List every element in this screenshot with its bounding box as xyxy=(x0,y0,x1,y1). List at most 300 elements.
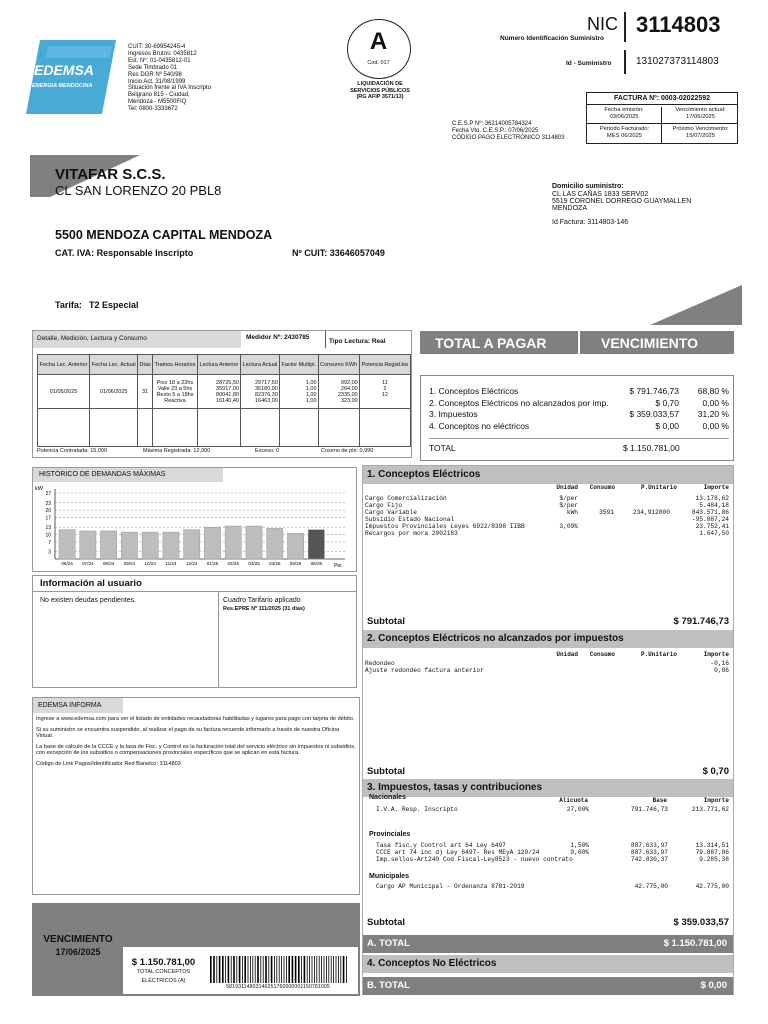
column-header: Potencia Regist.kw xyxy=(359,355,410,375)
barcode-bar xyxy=(276,956,277,983)
emision-label: Fecha emisión: xyxy=(604,107,644,113)
barcode-bar xyxy=(333,956,334,983)
line-item: Cargo Comercialización xyxy=(365,495,447,502)
total-label: TOTAL xyxy=(429,443,456,453)
column-header: Unidad xyxy=(556,484,578,491)
info-text: No existen deudas pendientes. xyxy=(40,597,137,604)
column-header: Consumo xyxy=(589,651,615,658)
subtotal-value: $ 0,70 xyxy=(702,766,729,777)
subtotal-label: Subtotal xyxy=(367,917,405,928)
column-header: Consumo KWh xyxy=(318,355,359,375)
y-axis-label: kW xyxy=(35,486,43,492)
invoice-caption xyxy=(340,81,420,101)
column-header: Base xyxy=(652,797,667,804)
barcode-bar xyxy=(338,956,339,983)
barcode-bar xyxy=(271,956,273,983)
barcode-bar xyxy=(316,956,317,983)
group-label: Provinciales xyxy=(369,831,411,838)
line-item: 742.830,37 xyxy=(630,856,668,863)
customer-name: VITAFAR S.C.S. xyxy=(55,166,166,183)
vencimiento-caption1: TOTAL CONCEPTOS xyxy=(136,969,191,975)
barcode-bar xyxy=(284,956,285,983)
column-header: Días xyxy=(138,355,153,375)
cell-line: 992,00 xyxy=(340,379,358,386)
id-factura: Id Factura: 3114803-146 xyxy=(552,219,629,226)
total-item-amount: $ 0,70 xyxy=(655,397,679,408)
barcode-bar xyxy=(307,956,308,983)
logo-tagline: ENERGIA MENDOCINA xyxy=(32,83,93,89)
sec3-subtotal xyxy=(367,917,729,928)
chart-title: HISTÓRICO DE DEMANDAS MÁXIMAS xyxy=(33,468,223,482)
barcode-bar xyxy=(274,956,275,983)
a-total-value: $ 1.150.781,00 xyxy=(663,938,727,949)
line-item: 234,912800 xyxy=(632,509,670,516)
cell-line: 12 xyxy=(381,391,388,398)
edemsa-logo xyxy=(26,40,116,114)
line-item: 0,86 xyxy=(714,667,729,674)
x-tick-label: 01/25 xyxy=(206,561,219,566)
cell-line: Pico 18 a 23hs xyxy=(156,379,194,386)
total-value: $ 1.150.781,00 xyxy=(623,443,680,453)
vencimiento-date: 17/06/2025 xyxy=(55,947,101,957)
total-pagar-header: TOTAL A PAGAR xyxy=(420,331,578,354)
subtotal-label: Subtotal xyxy=(367,766,405,777)
total-item xyxy=(429,398,729,410)
barcode-bar xyxy=(309,956,310,983)
line-item: kWh xyxy=(566,509,578,516)
medidor: Medidor Nº: 2430785 xyxy=(246,334,310,341)
cell-line: 2 xyxy=(383,385,387,392)
cesp-line: CÓDIGO PAGO ELECTRÓNICO 3114803 xyxy=(452,135,565,141)
y-tick-label: 7 xyxy=(48,539,51,546)
barcode-number: 58193114803146251760000001150781005 xyxy=(226,984,330,990)
line-item: 3591 xyxy=(599,509,614,516)
total-row xyxy=(429,443,729,453)
prox-venc-label: Próximo Vencimiento: xyxy=(672,126,729,132)
line-item: 843.571,86 xyxy=(691,509,729,516)
cell-line: 1,00 xyxy=(305,385,317,392)
x-tick-label: 12/24 xyxy=(185,561,198,566)
cell-line xyxy=(361,398,409,404)
cell-line: 35917,00 xyxy=(216,385,239,392)
barcode-bar xyxy=(216,956,217,983)
barcode-bar xyxy=(288,956,290,983)
demand-chart xyxy=(33,483,356,571)
column-header: Alicuota xyxy=(559,797,588,804)
subtotal-value: $ 791.746,73 xyxy=(673,616,729,627)
line-item: 1,50% xyxy=(570,842,589,849)
line-item: 42.775,00 xyxy=(634,883,668,890)
table-cell xyxy=(152,375,197,409)
x-axis-label: Per. xyxy=(334,563,343,569)
line-item: Subsidio Estado Nacional xyxy=(365,516,455,523)
cesp-line: C.E.S.P Nº: 36214005784324 xyxy=(452,121,532,127)
company-info-line: Sede Timbrado 01 xyxy=(128,64,178,71)
total-item-label: 2. Conceptos Eléctricos no alcanzados por imp. xyxy=(429,397,609,408)
sec1-subtotal xyxy=(367,616,729,627)
line-item: 13.314,51 xyxy=(695,842,729,849)
sec3-title: 3. Impuestos, tasas y contribuciones xyxy=(363,779,733,797)
total-pagar-items xyxy=(429,386,729,432)
edemsa-informa-title: EDEMSA INFORMA xyxy=(33,698,123,713)
b-total-row xyxy=(363,977,733,995)
cesp-line: Fecha Vto. C.E.S.P.: 07/06/2025 xyxy=(452,128,539,134)
info-usuario-title: Información al usuario xyxy=(40,578,142,589)
y-tick-label: 3 xyxy=(48,549,51,556)
barcode-bar xyxy=(331,956,332,983)
bar xyxy=(184,530,200,559)
barcode-bar xyxy=(265,956,267,983)
b-total-value: $ 0,00 xyxy=(700,980,727,991)
barcode-bar xyxy=(260,956,261,983)
tipo-lectura: Tipo Lectura: Real xyxy=(329,338,386,345)
company-info-line: Inicio Act. 31/08/1999 xyxy=(128,78,186,85)
empty-cell xyxy=(90,409,138,447)
table-cell xyxy=(359,375,410,409)
empty-cell xyxy=(138,409,153,447)
x-tick-label: 11/24 xyxy=(165,561,177,566)
logo-name: EDEMSA xyxy=(34,62,94,78)
company-info-line: Res DGR Nº 540/98 xyxy=(128,71,182,78)
a-total-label: A. TOTAL xyxy=(367,938,410,949)
cell-line: 80041,80 xyxy=(216,391,239,398)
barcode-bar xyxy=(328,956,329,983)
line-item: Tasa fisc.y Control art 64 Ley 6497 xyxy=(376,842,506,849)
periodo-value: MES 06/2025 xyxy=(606,132,643,139)
barcode-bar xyxy=(340,956,341,983)
line-item: 13.178,62 xyxy=(695,495,729,502)
barcode-bar xyxy=(279,956,280,983)
edemsa-informa-text xyxy=(36,716,356,768)
cell-line: 36180,90 xyxy=(254,385,278,392)
cell-line: 28725,50 xyxy=(216,379,239,386)
bar xyxy=(101,531,117,559)
cell-line: 1,00 xyxy=(305,397,317,404)
empty-cell xyxy=(240,409,279,447)
barcode-bar xyxy=(257,956,259,983)
barcode-bar xyxy=(242,956,243,983)
barcode-bar xyxy=(326,956,327,983)
cesp-info xyxy=(452,121,564,142)
vencimiento-header: VENCIMIENTO xyxy=(580,331,734,354)
bar xyxy=(121,532,137,559)
line-item: Redondeo xyxy=(365,660,395,667)
bar xyxy=(246,526,262,559)
company-info-line: Est. Nº: 01-0435812-01 xyxy=(128,57,191,64)
column-header: Fecha Lec. Actual xyxy=(90,355,138,375)
nic-label: NIC xyxy=(587,14,618,34)
cell-line: Reactiva xyxy=(164,397,186,404)
table-cell xyxy=(318,375,359,409)
total-item-amount: $ 791.746,73 xyxy=(629,386,679,396)
customer-cat-iva: CAT. IVA: Responsable Inscripto xyxy=(55,248,194,258)
vencimiento-caption2: ELÉCTRICOS (A) xyxy=(141,978,186,984)
detalle-footer-item: Exceso: 0 xyxy=(255,448,280,454)
line-item: -95.887,24 xyxy=(691,516,729,523)
total-divider xyxy=(429,438,729,439)
invoice-code: Cod. 017 xyxy=(367,60,390,66)
barcode-bar xyxy=(298,956,300,983)
barcode-bar xyxy=(250,956,251,983)
sec2-subtotal xyxy=(367,766,729,777)
id-suministro-value: 131027373114803 xyxy=(636,56,719,67)
x-tick-label: 02/25 xyxy=(227,561,240,566)
customer-cuit: Nº CUIT: 33646057049 xyxy=(292,248,385,258)
factura-number: FACTURA Nº: 0003-02022592 xyxy=(587,95,737,105)
barcode-bar xyxy=(228,956,230,983)
b-total-label: B. TOTAL xyxy=(367,980,410,991)
barcode-bar xyxy=(336,956,337,983)
total-item-amount: $ 0,00 xyxy=(655,420,679,431)
tarifa-label: Tarifa: xyxy=(55,300,82,310)
nic-divider xyxy=(624,12,626,42)
nic-value: 3114803 xyxy=(636,12,721,37)
empty-cell xyxy=(38,409,90,447)
detalle-table xyxy=(37,354,411,447)
cell-line: 264,00 xyxy=(340,385,358,392)
subtotal-label: Subtotal xyxy=(367,616,405,627)
barcode-bar xyxy=(255,956,256,983)
total-item-amount: $ 359.033,57 xyxy=(629,409,679,419)
line-item: 213.771,62 xyxy=(691,806,729,813)
column-header: Lectura Actual xyxy=(240,355,279,375)
domicilio-label: Domicilio suministro: xyxy=(552,183,624,190)
bar xyxy=(142,532,158,559)
bar xyxy=(163,532,179,559)
company-info-line: Belgrano 815 - Ciudad, xyxy=(128,92,190,99)
line-item: Imp.sellos-Art240 Cod Fiscal-Ley8523 - nuevo contrato xyxy=(376,856,573,863)
subtotal-value: $ 359.033,57 xyxy=(673,917,729,928)
barcode-bar xyxy=(263,956,264,983)
barcode-bar xyxy=(213,956,215,983)
barcode-bar xyxy=(324,956,325,983)
column-header: Importe xyxy=(703,651,729,658)
cell-line: 1,00 xyxy=(305,379,317,386)
total-item-label: 4. Conceptos no eléctricos xyxy=(429,420,530,431)
y-tick-label: 27 xyxy=(45,491,51,497)
total-item xyxy=(429,409,729,421)
detalle-footer-item: Coseno de phi: 0,990 xyxy=(321,448,374,454)
caption-line: (RG AFIP 3571/13) xyxy=(356,94,404,100)
cell-line: 323,00 xyxy=(340,397,358,404)
column-header: Fecha Lec. Anterior xyxy=(38,355,90,375)
total-item xyxy=(429,421,729,433)
barcode-bar xyxy=(295,956,297,983)
barcode-bar xyxy=(286,956,287,983)
tarifa-value: T2 Especial xyxy=(89,300,139,310)
y-tick-label: 13 xyxy=(45,525,51,532)
line-item: 887.633,97 xyxy=(630,842,668,849)
bar xyxy=(225,526,241,559)
factura-periodo xyxy=(587,126,662,139)
caption-line: LIQUIDACIÓN DE xyxy=(357,81,403,87)
barcode-bar xyxy=(236,956,237,983)
y-tick-label: 17 xyxy=(45,515,51,522)
barcode-bar xyxy=(239,956,241,983)
barcode-bar xyxy=(343,956,345,983)
barcode-bar xyxy=(319,956,320,983)
column-header: P.Unitario xyxy=(640,651,677,658)
line-item: Recargos por mora 2002183 xyxy=(365,530,458,537)
detalle-empty-row xyxy=(38,409,411,447)
line-item: Ajuste redondeo factura anterior xyxy=(365,667,484,674)
barcode-bar xyxy=(346,956,347,983)
barcode-bar xyxy=(244,956,246,983)
barcode-bar xyxy=(225,956,226,983)
venc-actual-label: Vencimiento actual: xyxy=(675,107,726,113)
table-cell: 31 xyxy=(138,375,153,409)
x-tick-label: 07/24 xyxy=(82,561,94,566)
x-tick-label: 08/24 xyxy=(102,561,115,566)
company-info-line: Ingresos Brutos: 0435812 xyxy=(128,50,197,57)
line-item: 79.887,06 xyxy=(695,849,729,856)
barcode-bar xyxy=(281,956,282,983)
line-item: 791.746,73 xyxy=(630,806,668,813)
domicilio-suministro xyxy=(552,183,728,226)
line-item: I.V.A. Resp. Inscripto xyxy=(376,806,458,813)
factura-prox-venc xyxy=(663,126,738,139)
empty-cell xyxy=(318,409,359,447)
invoice-letter: A xyxy=(369,28,388,55)
cell-line: 16140,40 xyxy=(216,397,239,404)
caption-line: SERVICIOS PÚBLICOS xyxy=(350,87,410,94)
table-cell xyxy=(279,375,318,409)
barcode-bar xyxy=(314,956,315,983)
line-item: 887.633,97 xyxy=(630,849,668,856)
line-item: 9,00% xyxy=(570,849,589,856)
periodo-label: Periodo Facturado: xyxy=(599,126,650,132)
line-item: 27,00% xyxy=(566,806,589,813)
domicilio-line: 5519 CORONEL DORREGO GUAYMALLEN xyxy=(552,198,692,205)
detalle-data-row xyxy=(38,375,411,409)
cuadro-tarifario-text: Res.EPRE Nº 111/2025 (31 días) xyxy=(223,606,305,612)
total-item-label: 3. Impuestos xyxy=(429,409,478,419)
barcode-bar xyxy=(222,956,224,983)
factura-row-divider xyxy=(587,123,737,124)
company-info-line: Mendoza - M5500FIQ xyxy=(128,99,187,106)
total-item-pct: 0,00 % xyxy=(702,420,729,431)
line-item: Cargo AP Municipal - Ordenanza 8781-2019 xyxy=(376,883,525,890)
line-item: $/per xyxy=(559,502,578,509)
tipo-lectura-divider xyxy=(325,331,326,348)
table-cell xyxy=(197,375,240,409)
column-header: Factor Multipl. xyxy=(279,355,318,375)
cell-line: 11 xyxy=(382,379,388,386)
column-header: Importe xyxy=(703,484,729,491)
detalle-footer-item: Potencia Contratada: 15,000 xyxy=(37,448,108,454)
x-tick-label: 06/24 xyxy=(61,561,73,566)
y-tick-label: 23 xyxy=(45,500,51,507)
barcode xyxy=(208,956,348,983)
company-info-line: Situación frente al IVA Inscripto xyxy=(128,85,211,92)
line-item: -0,16 xyxy=(710,660,729,667)
x-tick-label: 04/25 xyxy=(269,561,281,566)
x-tick-label: 10/24 xyxy=(144,561,156,566)
cell-line: Valle 23 a 5hs xyxy=(157,385,193,392)
informa-paragraph: La base de cálculo de la CCCE y la tasa de Fisc. y Control es la facturación total del servicio eléctrico sin impuestos ni subsidios, con excepción de los subsidios o compensaciones provinciales específicos que se aplican en esta factura. xyxy=(36,743,356,757)
company-info xyxy=(128,44,211,113)
x-tick-label: 09/24 xyxy=(123,561,136,566)
barcode-bar xyxy=(292,956,294,983)
y-tick-label: 20 xyxy=(45,508,51,515)
empty-cell xyxy=(152,409,197,447)
detalle-title: Detalle, Medición, Lectura y Consumo xyxy=(33,331,241,348)
right-panel xyxy=(362,465,734,995)
table-cell: 01/06/2025 xyxy=(90,375,138,409)
id-divider xyxy=(624,50,626,74)
factura-vencimiento xyxy=(663,107,738,120)
total-item-pct: 31,20 % xyxy=(697,409,729,419)
barcode-bar xyxy=(301,956,302,983)
prox-venc-value: 15/07/2025 xyxy=(685,132,715,139)
barcode-bar xyxy=(268,956,269,983)
company-info-line: CUIT: 30-69954245-4 xyxy=(128,44,186,50)
table-cell: 01/05/2025 xyxy=(38,375,90,409)
x-tick-label: 03/25 xyxy=(248,561,260,566)
barcode-bar xyxy=(248,956,249,983)
x-tick-label: 05/25 xyxy=(289,561,302,566)
line-item: CCCE art 74 inc d) Ley 6497- Res MEyA 120/24 xyxy=(376,849,540,856)
x-tick-label: 06/25 xyxy=(310,561,323,566)
barcode-bar xyxy=(252,956,253,983)
sec1-title: 1. Conceptos Eléctricos xyxy=(363,466,733,484)
detalle-footer-item: Máxima Registrada: 12,000 xyxy=(143,448,211,454)
cuadro-tarifario-title: Cuadro Tarifario aplicado xyxy=(223,597,301,604)
column-header: Consumo xyxy=(589,484,615,491)
line-item: 9.285,38 xyxy=(699,856,729,863)
cell-line: 29717,50 xyxy=(254,379,278,386)
empty-cell xyxy=(279,409,318,447)
line-item: 3,09% xyxy=(559,523,578,530)
invoice-letter-circle xyxy=(347,19,411,79)
bar xyxy=(308,530,324,559)
barcode-bar xyxy=(210,956,212,983)
line-item: Cargo Fijo xyxy=(365,502,403,509)
line-item: 1.647,50 xyxy=(699,530,729,537)
bar xyxy=(267,528,283,559)
column-header: Lectura Anterior xyxy=(197,355,240,375)
customer-city: 5500 MENDOZA CAPITAL MENDOZA xyxy=(55,228,273,242)
column-header: Tramos Horarios xyxy=(152,355,197,375)
customer-address: CL SAN LORENZO 20 PBL8 xyxy=(55,183,222,198)
cell-line: 16463,00 xyxy=(254,397,278,404)
barcode-bar xyxy=(219,956,221,983)
barcode-bar xyxy=(321,956,322,983)
cell-line: Resto 5 a 18hs xyxy=(156,391,194,398)
cell-line: 1,00 xyxy=(305,391,317,398)
total-item-pct: 68,80 % xyxy=(697,386,729,396)
line-item: 42.775,00 xyxy=(695,883,729,890)
emision-value: 03/06/2025 xyxy=(609,113,639,120)
cell-line: 82376,30 xyxy=(254,391,278,398)
bar xyxy=(204,527,220,559)
line-item: 23.752,41 xyxy=(695,523,729,530)
barcode-bar xyxy=(233,956,235,983)
y-tick-label: 10 xyxy=(45,532,51,539)
barcode-bar xyxy=(231,956,232,983)
group-label: Nacionales xyxy=(369,794,406,801)
line-item: Impuestos Provinciales Leyes 6922/8398 IIBB xyxy=(365,523,525,530)
bar xyxy=(80,531,96,559)
nic-sub-label: Número Identificación Suministro xyxy=(500,35,605,42)
group-label: Municipales xyxy=(369,873,410,880)
total-item xyxy=(429,386,729,398)
barcode-bar xyxy=(304,956,306,983)
informa-paragraph: Ingrese a www.edemsa.com para ver el listado de entidades recaudadoras habilitadas y lugares para pago con tarjeta de débito. xyxy=(36,716,355,722)
column-header: Importe xyxy=(703,797,729,804)
empty-cell xyxy=(359,409,410,447)
venc-actual-value: 17/06/2025 xyxy=(685,113,715,120)
